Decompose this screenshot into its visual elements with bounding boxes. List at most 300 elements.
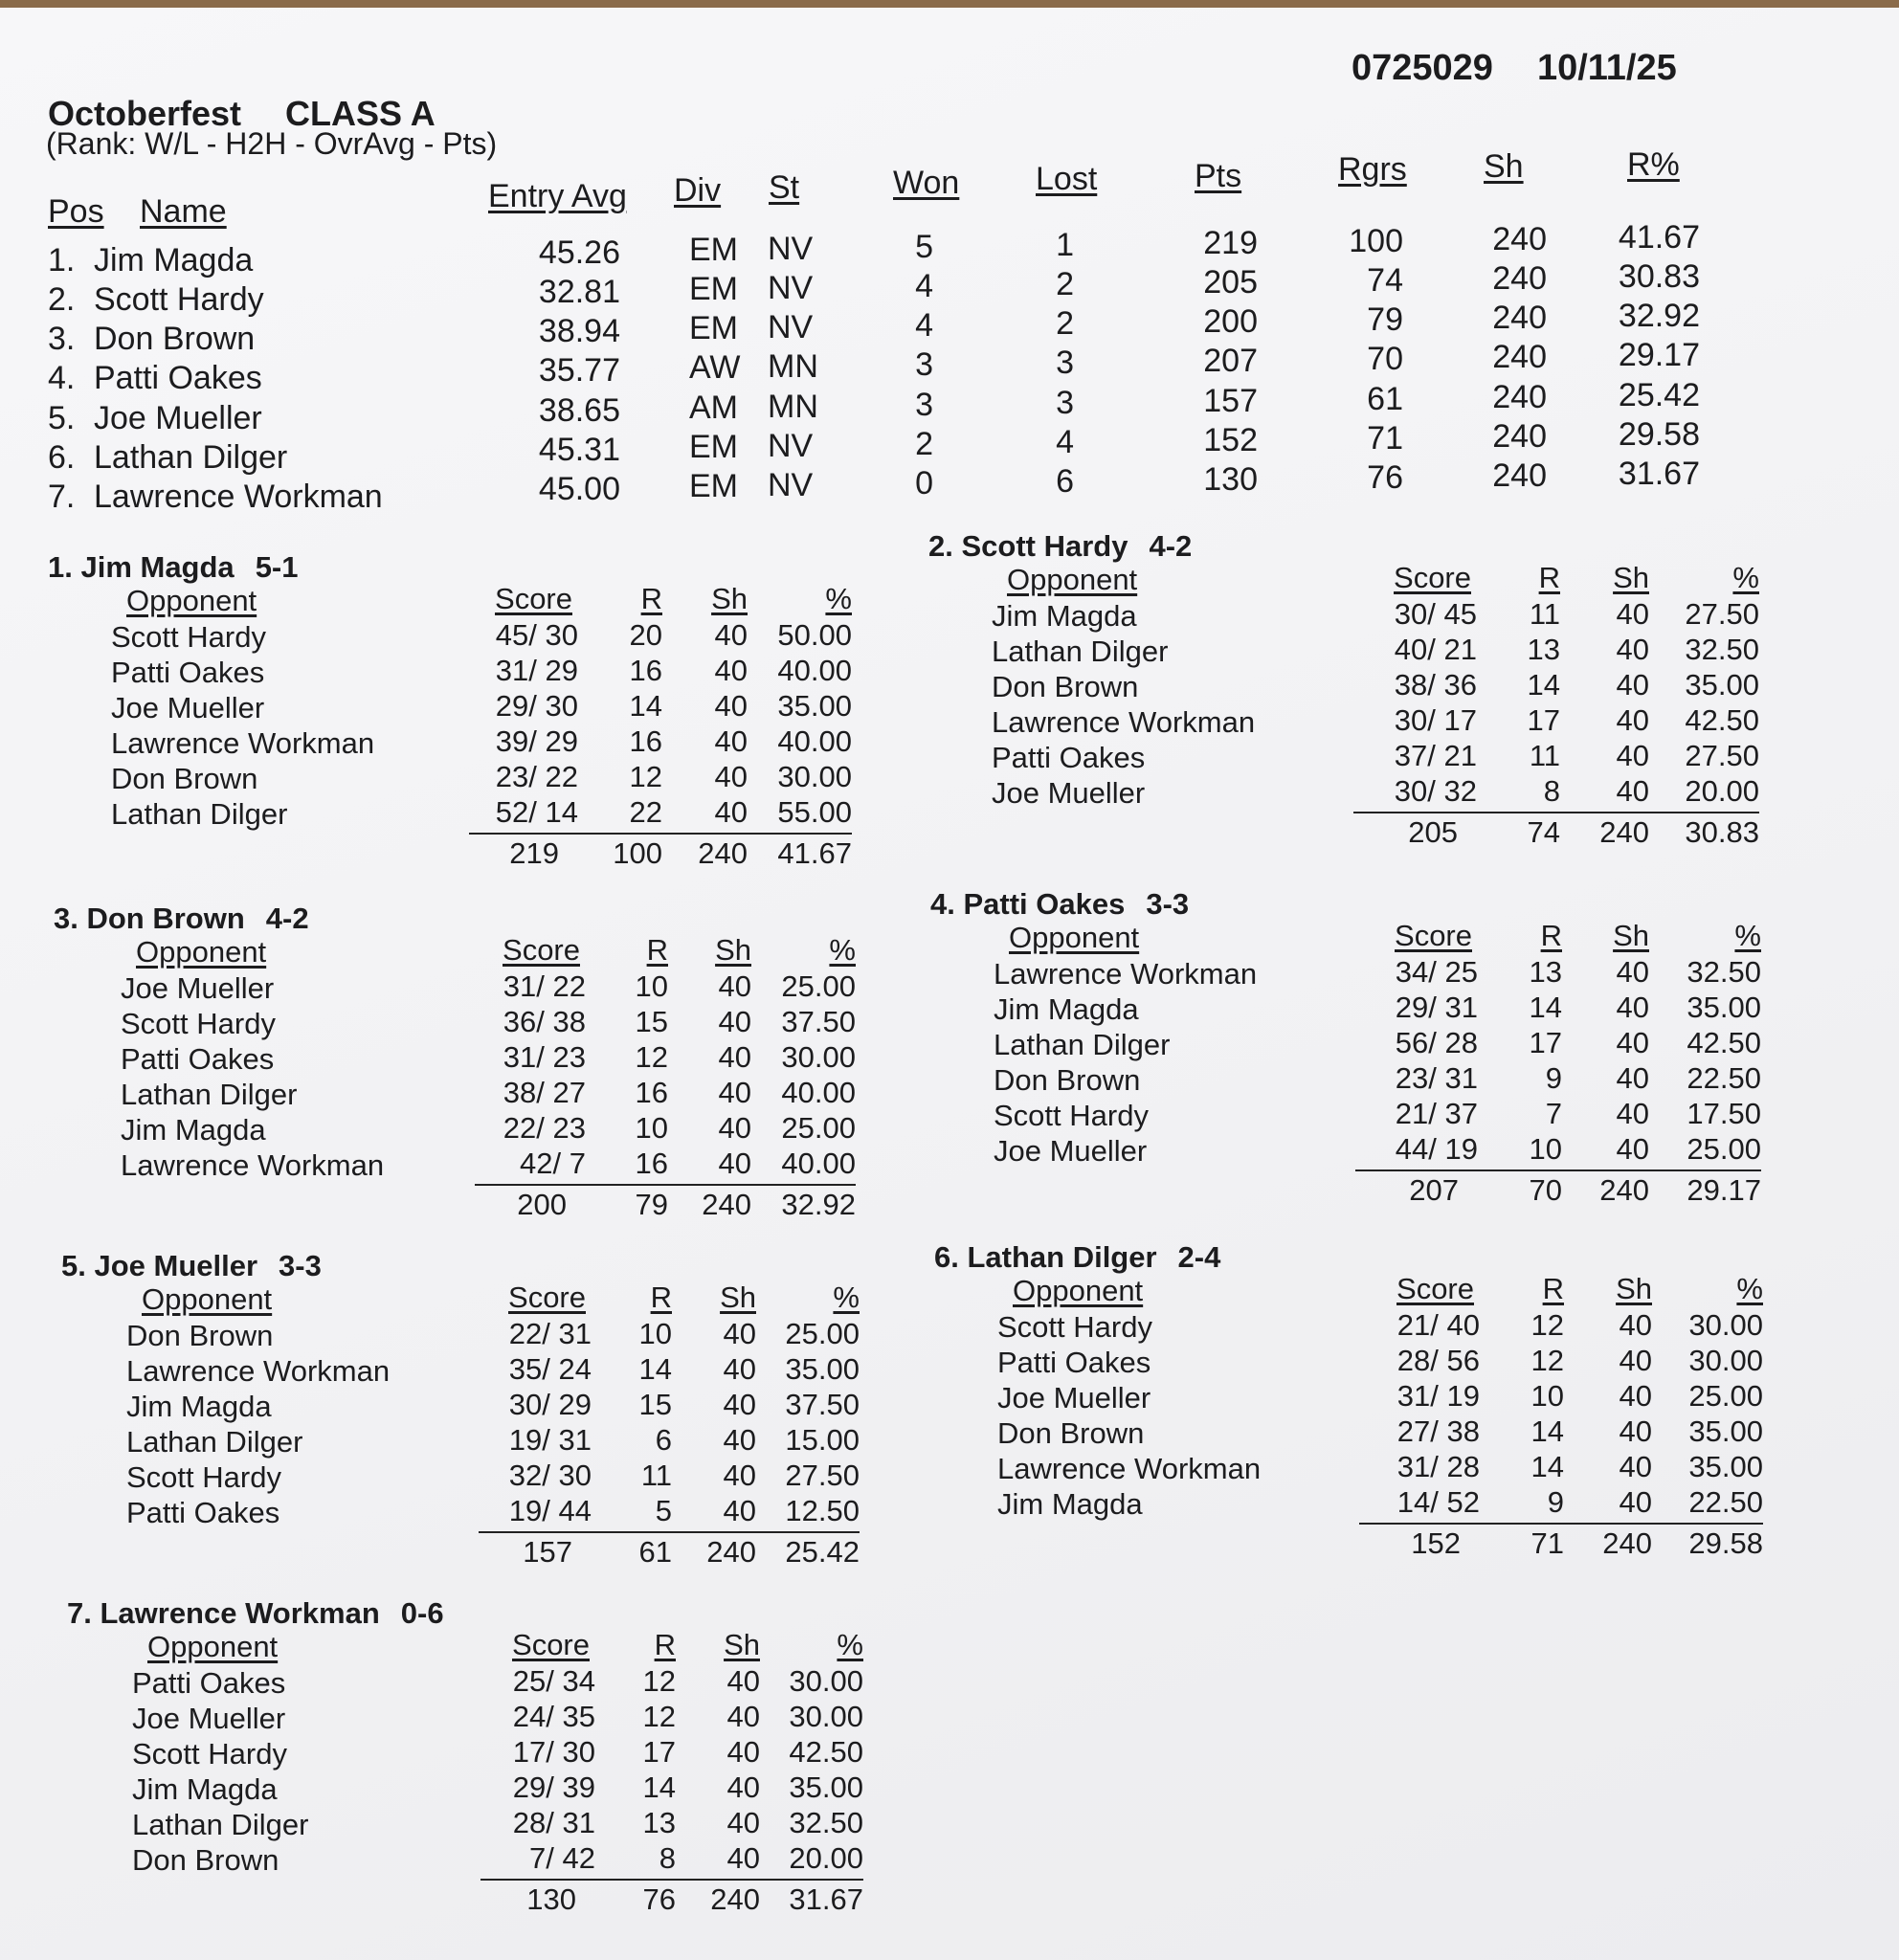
standings-name: Patti Oakes (94, 360, 262, 396)
standings-pts: 130 (1203, 461, 1258, 498)
match-pct: 25.00 (1688, 1379, 1763, 1413)
match-opponent: Patti Oakes (111, 656, 265, 689)
standings-sh: 240 (1492, 418, 1547, 455)
section-record: 0-6 (400, 1596, 444, 1630)
match-opponent: Jim Magda (992, 599, 1137, 633)
match-pct: 35.00 (785, 1352, 860, 1386)
match-score: 25/ 34 (512, 1664, 595, 1698)
section-title (61, 1249, 322, 1283)
match-sh: 40 (718, 1005, 751, 1038)
match-sh: 40 (1616, 1132, 1649, 1166)
match-score: 14/ 52 (1396, 1485, 1480, 1519)
standings-rpct: 29.17 (1618, 337, 1700, 373)
standings-lost: 2 (1056, 305, 1074, 342)
match-sh: 40 (714, 795, 748, 829)
section-player: 3. Don Brown (54, 902, 245, 935)
match-opponent: Joe Mueller (994, 1134, 1148, 1168)
standings-div: EM (689, 310, 738, 346)
standings-pts: 157 (1203, 383, 1258, 419)
total-rule (1353, 812, 1759, 813)
col-header-score: Score (1394, 561, 1471, 594)
col-header-pct: % (829, 933, 856, 967)
match-score: 31/ 28 (1396, 1450, 1480, 1483)
standings-pts: 200 (1203, 303, 1258, 340)
match-pct: 20.00 (1685, 774, 1759, 808)
match-sh: 40 (726, 1771, 760, 1804)
total-rule (475, 1184, 856, 1186)
standings-lost: 1 (1056, 227, 1074, 263)
match-sh: 40 (726, 1700, 760, 1733)
total-sh: 240 (698, 836, 748, 870)
match-score: 38/ 27 (503, 1076, 586, 1109)
standings-sh: 240 (1492, 221, 1547, 257)
match-score: 28/ 31 (512, 1806, 595, 1839)
col-header-name: Name (140, 193, 227, 230)
match-pct: 42.50 (789, 1735, 863, 1769)
col-header-pct: % (1736, 1272, 1763, 1305)
standings-sh: 240 (1492, 379, 1547, 415)
standings-rgrs: 61 (1367, 381, 1403, 417)
match-pct: 30.00 (789, 1664, 863, 1698)
col-header-pct: % (1734, 919, 1761, 952)
match-sh: 40 (1616, 739, 1649, 772)
match-score: 29/ 39 (512, 1771, 595, 1804)
match-score: 28/ 56 (1396, 1344, 1480, 1377)
section-record: 4-2 (265, 902, 309, 935)
standings-rgrs: 100 (1349, 223, 1403, 259)
total-r: 61 (638, 1535, 672, 1569)
standings-rgrs: 76 (1367, 459, 1403, 496)
match-sh: 40 (1616, 1061, 1649, 1095)
match-sh: 40 (718, 969, 751, 1003)
match-score: 29/ 31 (1395, 991, 1478, 1024)
col-header-opponent: Opponent (1009, 921, 1140, 954)
total-pct: 30.83 (1685, 815, 1759, 849)
col-header-score: Score (508, 1281, 586, 1314)
standings-sh: 240 (1492, 260, 1547, 297)
match-pct: 25.00 (781, 1111, 856, 1145)
match-score: 56/ 28 (1395, 1026, 1478, 1059)
match-sh: 40 (714, 654, 748, 687)
match-score: 31/ 29 (495, 654, 578, 687)
match-pct: 25.00 (781, 969, 856, 1003)
match-score: 30/ 29 (508, 1388, 592, 1421)
total-score: 219 (509, 836, 559, 870)
standings-pos: 4. (48, 360, 76, 396)
standings-pos: 5. (48, 400, 76, 436)
section-player: 4. Patti Oakes (930, 887, 1126, 921)
match-opponent: Lathan Dilger (994, 1028, 1171, 1061)
match-opponent: Lawrence Workman (121, 1148, 385, 1182)
match-opponent: Joe Mueller (992, 776, 1146, 810)
match-r: 22 (629, 795, 662, 829)
standings-st: MN (768, 389, 818, 425)
match-r: 14 (1530, 1450, 1564, 1483)
match-sh: 40 (1616, 1097, 1649, 1130)
match-opponent: Jim Magda (997, 1487, 1143, 1521)
match-pct: 32.50 (789, 1806, 863, 1839)
match-sh: 40 (723, 1352, 756, 1386)
match-opponent: Lawrence Workman (997, 1452, 1262, 1485)
standings-st: NV (768, 467, 814, 503)
match-sh: 40 (718, 1076, 751, 1109)
section-title (67, 1596, 444, 1631)
total-score: 200 (517, 1188, 567, 1221)
match-sh: 40 (1616, 668, 1649, 702)
col-header-score: Score (495, 582, 572, 615)
col-header-pct: % (825, 582, 852, 615)
match-r: 14 (638, 1352, 672, 1386)
col-header-opponent: Opponent (1007, 563, 1138, 596)
match-score: 27/ 38 (1396, 1414, 1480, 1448)
match-r: 9 (1545, 1061, 1562, 1095)
total-r: 71 (1530, 1526, 1564, 1560)
standings-lost: 6 (1056, 463, 1074, 500)
standings-div: EM (689, 271, 738, 307)
match-r: 12 (642, 1664, 676, 1698)
total-r: 74 (1527, 815, 1560, 849)
col-header-opponent: Opponent (142, 1282, 273, 1316)
standings-won: 4 (915, 268, 933, 304)
match-score: 29/ 30 (495, 689, 578, 723)
match-r: 9 (1547, 1485, 1564, 1519)
col-header-r: R (1540, 919, 1562, 952)
standings-won: 2 (915, 426, 933, 462)
match-r: 8 (659, 1841, 676, 1875)
total-r: 100 (613, 836, 662, 870)
col-header-score: Score (1396, 1272, 1474, 1305)
match-r: 11 (1529, 739, 1560, 772)
standings-sh: 240 (1492, 300, 1547, 336)
standings-div: EM (689, 232, 738, 268)
match-sh: 40 (1616, 633, 1649, 666)
match-sh: 40 (1619, 1485, 1652, 1519)
match-r: 17 (1527, 703, 1560, 737)
match-opponent: Lawrence Workman (111, 726, 375, 760)
match-opponent: Jim Magda (126, 1390, 272, 1423)
standings-pos: 6. (48, 439, 76, 476)
match-opponent: Scott Hardy (997, 1310, 1152, 1344)
match-score: 17/ 30 (512, 1735, 595, 1769)
match-pct: 35.00 (777, 689, 852, 723)
match-sh: 40 (1616, 1026, 1649, 1059)
total-score: 205 (1408, 815, 1458, 849)
match-r: 16 (635, 1076, 668, 1109)
standings-avg: 32.81 (538, 274, 620, 310)
col-header-sh: Sh (1484, 148, 1524, 185)
match-sh: 40 (714, 724, 748, 758)
match-r: 5 (655, 1494, 672, 1527)
report-meta (1352, 48, 1677, 89)
match-opponent: Scott Hardy (121, 1007, 276, 1040)
standings-avg: 38.65 (538, 392, 620, 429)
section-title (54, 902, 309, 936)
total-pct: 32.92 (781, 1188, 856, 1221)
match-r: 15 (635, 1005, 668, 1038)
match-score: 32/ 30 (508, 1459, 592, 1492)
match-sh: 40 (718, 1040, 751, 1074)
match-sh: 40 (718, 1147, 751, 1180)
col-header-pts: Pts (1195, 158, 1242, 194)
match-sh: 40 (714, 618, 748, 652)
total-score: 207 (1409, 1173, 1459, 1207)
match-opponent: Lathan Dilger (126, 1425, 303, 1459)
total-pct: 29.17 (1687, 1173, 1761, 1207)
match-score: 30/ 45 (1394, 597, 1477, 631)
match-opponent: Lawrence Workman (994, 957, 1258, 991)
total-rule (1359, 1523, 1763, 1525)
section-record: 2-4 (1177, 1240, 1221, 1274)
match-opponent: Jim Magda (994, 992, 1139, 1026)
col-header-r: R (1542, 1272, 1564, 1305)
match-score: 36/ 38 (503, 1005, 586, 1038)
standings-name: Lawrence Workman (94, 479, 383, 515)
standings-div: AW (689, 349, 741, 386)
standings-pos: 7. (48, 479, 76, 515)
match-sh: 40 (723, 1388, 756, 1421)
total-sh: 240 (1599, 815, 1649, 849)
match-pct: 22.50 (1687, 1061, 1761, 1095)
standings-pos: 2. (48, 281, 76, 318)
match-r: 12 (635, 1040, 668, 1074)
standings-st: MN (768, 348, 818, 385)
col-header-opponent: Opponent (126, 584, 257, 617)
section-player: 2. Scott Hardy (928, 529, 1128, 563)
match-score: 35/ 24 (508, 1352, 592, 1386)
match-opponent: Joe Mueller (997, 1381, 1151, 1414)
match-opponent: Scott Hardy (111, 620, 266, 654)
match-r: 8 (1543, 774, 1560, 808)
match-sh: 40 (714, 689, 748, 723)
total-sh: 240 (1599, 1173, 1649, 1207)
match-pct: 40.00 (781, 1076, 856, 1109)
total-sh: 240 (702, 1188, 751, 1221)
match-pct: 32.50 (1687, 955, 1761, 989)
report-id: 0725029 (1352, 48, 1493, 88)
match-pct: 25.00 (785, 1317, 860, 1350)
standings-st: NV (768, 231, 814, 267)
match-score: 22/ 31 (508, 1317, 592, 1350)
col-header-rpct: R% (1627, 146, 1680, 183)
match-opponent: Patti Oakes (992, 741, 1146, 774)
match-score: 37/ 21 (1394, 739, 1477, 772)
standings-won: 0 (915, 465, 933, 501)
standings-rpct: 30.83 (1618, 258, 1700, 295)
match-opponent: Patti Oakes (121, 1042, 275, 1076)
col-header-sh: Sh (720, 1281, 756, 1314)
match-sh: 40 (726, 1841, 760, 1875)
match-score: 42/ 7 (520, 1147, 586, 1180)
match-score: 30/ 32 (1394, 774, 1477, 808)
match-pct: 35.00 (1687, 991, 1761, 1024)
total-rule (1355, 1169, 1761, 1171)
match-r: 11 (640, 1459, 672, 1492)
match-opponent: Jim Magda (132, 1772, 278, 1806)
match-sh: 40 (723, 1423, 756, 1457)
match-pct: 35.00 (1685, 668, 1759, 702)
standings-div: EM (689, 429, 738, 465)
col-header-opponent: Opponent (136, 935, 267, 969)
match-pct: 40.00 (777, 654, 852, 687)
match-score: 24/ 35 (512, 1700, 595, 1733)
standings-lost: 2 (1056, 266, 1074, 302)
total-score: 130 (526, 1882, 576, 1916)
total-r: 76 (642, 1882, 676, 1916)
match-score: 45/ 30 (495, 618, 578, 652)
match-sh: 40 (1619, 1308, 1652, 1342)
match-r: 7 (1545, 1097, 1562, 1130)
col-header-r: R (1538, 561, 1560, 594)
standings-won: 4 (915, 307, 933, 344)
match-pct: 12.50 (785, 1494, 860, 1527)
col-header-sh: Sh (715, 933, 751, 967)
match-opponent: Don Brown (111, 762, 258, 795)
match-r: 12 (1530, 1308, 1564, 1342)
section-record: 3-3 (1146, 887, 1190, 921)
col-header-sh: Sh (1613, 919, 1649, 952)
section-title (930, 887, 1189, 922)
col-header-lost: Lost (1036, 161, 1098, 197)
col-header-st: St (769, 169, 800, 206)
section-player: 7. Lawrence Workman (67, 1596, 380, 1630)
match-pct: 42.50 (1685, 703, 1759, 737)
match-pct: 27.50 (785, 1459, 860, 1492)
col-header-r: R (654, 1628, 676, 1661)
match-r: 10 (638, 1317, 672, 1350)
standings-rpct: 29.58 (1618, 416, 1700, 453)
match-sh: 40 (1619, 1379, 1652, 1413)
standings-sh: 240 (1492, 339, 1547, 375)
col-header-pct: % (837, 1628, 863, 1661)
col-header-sh: Sh (1613, 561, 1649, 594)
match-opponent: Lathan Dilger (111, 797, 288, 831)
standings-won: 3 (915, 346, 933, 383)
match-opponent: Don Brown (992, 670, 1139, 703)
col-header-opponent: Opponent (147, 1630, 279, 1663)
col-header-r: R (640, 582, 662, 615)
photo-edge (0, 0, 1899, 8)
match-r: 14 (642, 1771, 676, 1804)
total-rule (469, 833, 852, 835)
match-sh: 40 (1616, 774, 1649, 808)
match-pct: 40.00 (781, 1147, 856, 1180)
standings-pts: 219 (1203, 225, 1258, 261)
match-pct: 30.00 (777, 760, 852, 793)
standings-st: NV (768, 270, 814, 306)
match-pct: 30.00 (781, 1040, 856, 1074)
match-r: 17 (1529, 1026, 1562, 1059)
total-sh: 240 (710, 1882, 760, 1916)
match-r: 14 (1529, 991, 1562, 1024)
match-r: 14 (1530, 1414, 1564, 1448)
match-pct: 35.00 (1688, 1414, 1763, 1448)
standings-lost: 4 (1056, 424, 1074, 460)
col-header-r: R (646, 933, 668, 967)
match-pct: 55.00 (777, 795, 852, 829)
match-pct: 30.00 (1688, 1308, 1763, 1342)
match-r: 12 (629, 760, 662, 793)
match-score: 40/ 21 (1394, 633, 1477, 666)
total-r: 79 (635, 1188, 668, 1221)
col-header-rgrs: Rgrs (1338, 151, 1407, 188)
match-opponent: Patti Oakes (997, 1346, 1151, 1379)
total-sh: 240 (706, 1535, 756, 1569)
match-pct: 25.00 (1687, 1132, 1761, 1166)
match-score: 7/ 42 (529, 1841, 595, 1875)
match-score: 30/ 17 (1394, 703, 1477, 737)
match-sh: 40 (723, 1494, 756, 1527)
standings-lost: 3 (1056, 385, 1074, 421)
match-pct: 37.50 (781, 1005, 856, 1038)
standings-st: NV (768, 428, 814, 464)
match-opponent: Scott Hardy (126, 1460, 281, 1494)
match-pct: 30.00 (789, 1700, 863, 1733)
match-r: 16 (635, 1147, 668, 1180)
match-opponent: Patti Oakes (126, 1496, 280, 1529)
standings-rgrs: 71 (1367, 420, 1403, 457)
standings-avg: 45.31 (538, 432, 620, 468)
match-r: 15 (638, 1388, 672, 1421)
standings-avg: 45.26 (538, 234, 620, 271)
standings-name: Jim Magda (94, 242, 254, 278)
match-pct: 20.00 (789, 1841, 863, 1875)
col-header-score: Score (503, 933, 580, 967)
match-opponent: Don Brown (997, 1416, 1145, 1450)
standings-pts: 207 (1203, 343, 1258, 379)
standings-name: Lathan Dilger (94, 439, 288, 476)
match-opponent: Joe Mueller (111, 691, 265, 724)
report-date: 10/11/25 (1536, 48, 1677, 88)
match-sh: 40 (723, 1459, 756, 1492)
match-sh: 40 (1616, 991, 1649, 1024)
match-r: 13 (1527, 633, 1560, 666)
section-player: 5. Joe Mueller (61, 1249, 258, 1282)
match-r: 12 (1530, 1344, 1564, 1377)
match-r: 16 (629, 654, 662, 687)
match-r: 14 (1527, 668, 1560, 702)
match-score: 21/ 40 (1396, 1308, 1480, 1342)
match-score: 23/ 22 (495, 760, 578, 793)
standings-won: 3 (915, 387, 933, 423)
standings-rpct: 31.67 (1618, 456, 1700, 492)
col-header-score: Score (1395, 919, 1472, 952)
match-score: 44/ 19 (1395, 1132, 1478, 1166)
match-score: 31/ 19 (1396, 1379, 1480, 1413)
standings-name: Joe Mueller (94, 400, 262, 436)
standings-pos: 3. (48, 321, 76, 357)
standings-div: AM (689, 390, 738, 426)
col-header-opponent: Opponent (1013, 1274, 1144, 1307)
match-pct: 42.50 (1687, 1026, 1761, 1059)
rank-rule: (Rank: W/L - H2H - OvrAvg - Pts) (46, 126, 498, 161)
col-header-entry-avg: Entry Avg (488, 178, 627, 214)
match-r: 13 (642, 1806, 676, 1839)
match-opponent: Don Brown (126, 1319, 274, 1352)
match-score: 23/ 31 (1395, 1061, 1478, 1095)
standings-rgrs: 79 (1367, 301, 1403, 338)
standings-div: EM (689, 468, 738, 504)
match-sh: 40 (726, 1664, 760, 1698)
col-header-pos: Pos (48, 193, 104, 230)
total-pct: 41.67 (777, 836, 852, 870)
match-r: 12 (642, 1700, 676, 1733)
total-pct: 25.42 (785, 1535, 860, 1569)
match-pct: 35.00 (1688, 1450, 1763, 1483)
match-sh: 40 (723, 1317, 756, 1350)
match-sh: 40 (726, 1806, 760, 1839)
match-sh: 40 (714, 760, 748, 793)
match-pct: 30.00 (1688, 1344, 1763, 1377)
